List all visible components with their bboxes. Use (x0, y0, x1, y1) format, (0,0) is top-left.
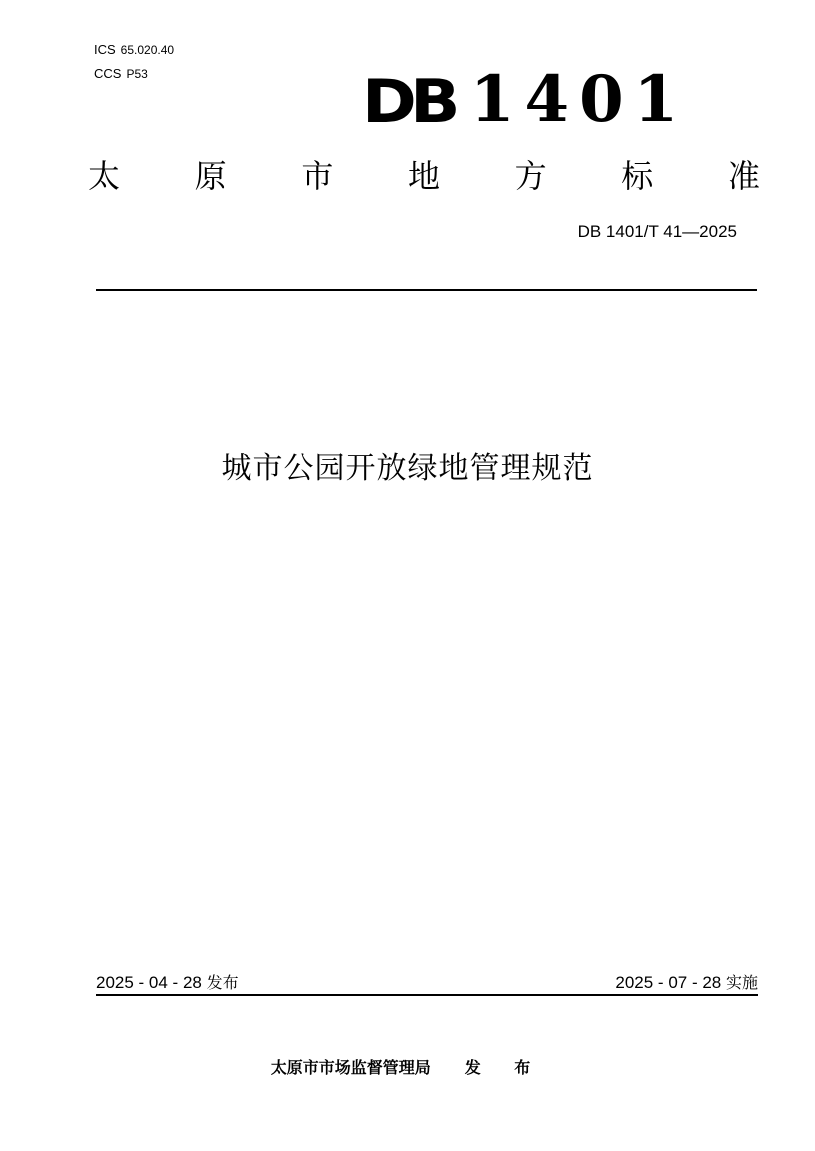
implement-suffix: 实施 (725, 973, 758, 992)
issuer-name: 太原市市场监督管理局 (270, 1058, 431, 1077)
standard-type-char: 太 (88, 157, 121, 195)
standard-type-heading (88, 156, 760, 196)
implement-date-group (615, 970, 758, 993)
publish-suffix: 发布 (206, 973, 239, 992)
publish-date: 2025 - 04 - 28 (96, 973, 202, 992)
issuer-action: 发 布 (464, 1058, 545, 1077)
ics-label: ICS (94, 42, 116, 57)
ccs-value: P53 (126, 67, 148, 81)
publish-date-group (96, 970, 239, 993)
db-region-code: 1401 (470, 62, 689, 137)
standard-type-char: 地 (407, 157, 440, 195)
ccs-label: CCS (94, 66, 122, 81)
standard-type-char: 原 (194, 157, 227, 195)
implement-date: 2025 - 07 - 28 (615, 973, 722, 992)
db-mark: DB (362, 67, 454, 137)
issuing-authority (0, 1055, 815, 1078)
ics-value: 65.020.40 (120, 43, 175, 57)
dates-row (96, 970, 758, 993)
db-logo (362, 62, 689, 137)
header-divider (96, 289, 757, 291)
ccs-row (94, 62, 174, 86)
standard-number: DB 1401/T 41—2025 (577, 222, 737, 241)
document-title: 城市公园开放绿地管理规范 (221, 451, 594, 486)
footer-divider (96, 994, 758, 996)
standard-type-char: 市 (301, 157, 334, 195)
standard-type-char: 方 (514, 157, 547, 195)
standard-type-char: 准 (727, 157, 760, 195)
ics-row (94, 38, 174, 62)
standard-type-char: 标 (621, 157, 654, 195)
classification-codes (94, 38, 174, 86)
